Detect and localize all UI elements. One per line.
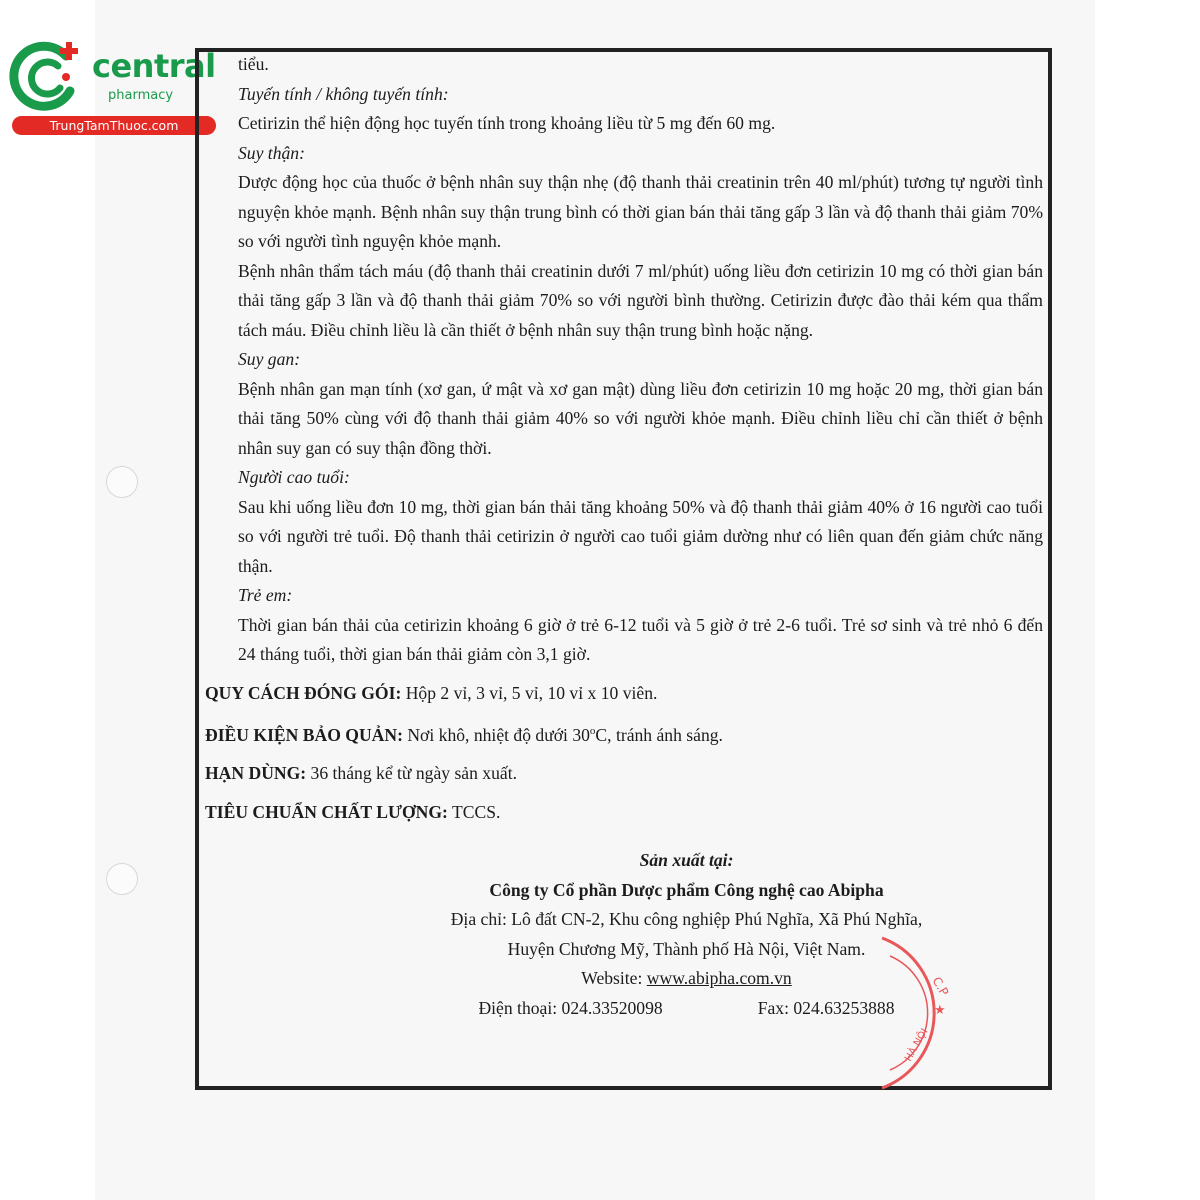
logo-brand-name: central [92, 47, 216, 85]
storage-value: Nơi khô, nhiệt độ dưới 30 [402, 724, 590, 745]
fax-number: Fax: 024.63253888 [757, 997, 895, 1018]
storage-label: ĐIỀU KIỆN BẢO QUẢN: [205, 724, 403, 745]
section-expiry [205, 759, 1043, 789]
expiry-value: 36 tháng kể từ ngày sản xuất. [306, 763, 517, 784]
company-name: Công ty Cổ phần Dược phẩm Công nghệ cao Abipha [489, 879, 884, 900]
logo-website-banner: TrungTamThuoc.com [12, 116, 216, 135]
document-content [205, 50, 1043, 1023]
subheading-renal: Suy thận: [238, 142, 305, 163]
website-link[interactable]: www.abipha.com.vn [646, 968, 792, 989]
storage-value-end: C, tránh ánh sáng. [595, 724, 723, 745]
standard-label: TIÊU CHUẨN CHẤT LƯỢNG: [205, 801, 448, 822]
website-label: Website: [581, 968, 647, 989]
subheading-elderly: Người cao tuổi: [238, 467, 350, 487]
subheading-linearity: Tuyến tính / không tuyến tính: [238, 83, 449, 104]
address-line-1: Địa chỉ: Lô đất CN-2, Khu công nghiệp Phú Nghĩa, Xã Phú Nghĩa, [450, 909, 923, 930]
company-seal-stamp [880, 930, 970, 1095]
paragraph-children: Thời gian bán thải của cetirizin khoảng 6 giờ ở trẻ 6-12 tuổi và 5 giờ ở trẻ 2-6 tuổi. Trẻ sơ sinh và trẻ nhỏ 6 đến 24 tháng tuổi, thời gian bán thải giảm còn 3,1 giờ. [238, 614, 1043, 664]
continued-text: tiểu. [238, 54, 269, 74]
logo-subtitle: pharmacy [108, 88, 174, 103]
paragraph-renal-2: Bệnh nhân thẩm tách máu (độ thanh thải creatinin dưới 7 ml/phút) uống liều đơn cetirizin 10 mg có thời gian bán thải tăng gấp 3 lần và độ thanh thải giảm 70% so với người bình thường. Cetirizin được đào thải kém qua thẩm tách máu. Điều chỉnh liều là cần thiết ở bệnh nhân suy thận trung bình hoặc nặng. [238, 260, 1043, 340]
punch-hole [106, 466, 138, 498]
address-line-2: Huyện Chương Mỹ, Thành phố Hà Nội, Việt Nam. [507, 938, 866, 959]
svg-text:C.P: C.P [929, 974, 952, 999]
svg-text:HÀ NỘI: HÀ NỘI [903, 1026, 931, 1064]
packaging-label: QUY CÁCH ĐÓNG GÓI: [205, 682, 402, 703]
punch-hole [106, 863, 138, 895]
pharmacy-logo-icon [8, 36, 88, 116]
section-packaging [205, 679, 1043, 709]
phone-number: Điện thoại: 024.33520098 [478, 997, 663, 1018]
subheading-hepatic: Suy gan: [238, 349, 301, 369]
central-pharmacy-logo[interactable] [8, 36, 218, 136]
expiry-label: HẠN DÙNG: [205, 763, 307, 784]
section-storage [205, 717, 1043, 750]
paragraph-renal-1: Dược động học của thuốc ở bệnh nhân suy thận nhẹ (độ thanh thải creatinin trên 40 ml/phút) tương tự người tình nguyện khỏe mạnh. Bệnh nhân suy thận trung bình có thời gian bán thải tăng gấp 3 lần và độ thanh thải giảm 70% so với người tình nguyện khỏe mạnh. [238, 172, 1043, 251]
svg-text:★: ★ [934, 1003, 946, 1018]
standard-value: TCCS. [447, 801, 501, 822]
section-quality-standard [205, 798, 1043, 828]
paragraph-linearity: Cetirizin thể hiện động học tuyến tính trong khoảng liều từ 5 mg đến 60 mg. [238, 113, 776, 133]
manufactured-at-label: Sản xuất tại: [639, 850, 734, 871]
degree-sign: o [589, 725, 596, 737]
paragraph-hepatic: Bệnh nhân gan mạn tính (xơ gan, ứ mật và xơ gan mật) dùng liều đơn cetirizin 10 mg hoặc 20 mg, thời gian bán thải tăng 50% cùng với độ thanh thải giảm 40% so với người khỏe mạnh. Điều chỉnh liều chỉ cần thiết ở bệnh nhân suy gan có suy thận đồng thời. [238, 378, 1043, 458]
subheading-children: Trẻ em: [238, 585, 293, 605]
packaging-value: Hộp 2 vỉ, 3 vỉ, 5 vỉ, 10 vỉ x 10 viên. [401, 682, 658, 703]
paragraph-elderly: Sau khi uống liều đơn 10 mg, thời gian bán thải tăng khoảng 50% và độ thanh thải giảm 40% ở 16 người cao tuổi so với người trẻ tuổi. Độ thanh thải cetirizin ở người cao tuổi giảm dường như có liên quan đến giảm chức năng thận. [238, 496, 1043, 576]
